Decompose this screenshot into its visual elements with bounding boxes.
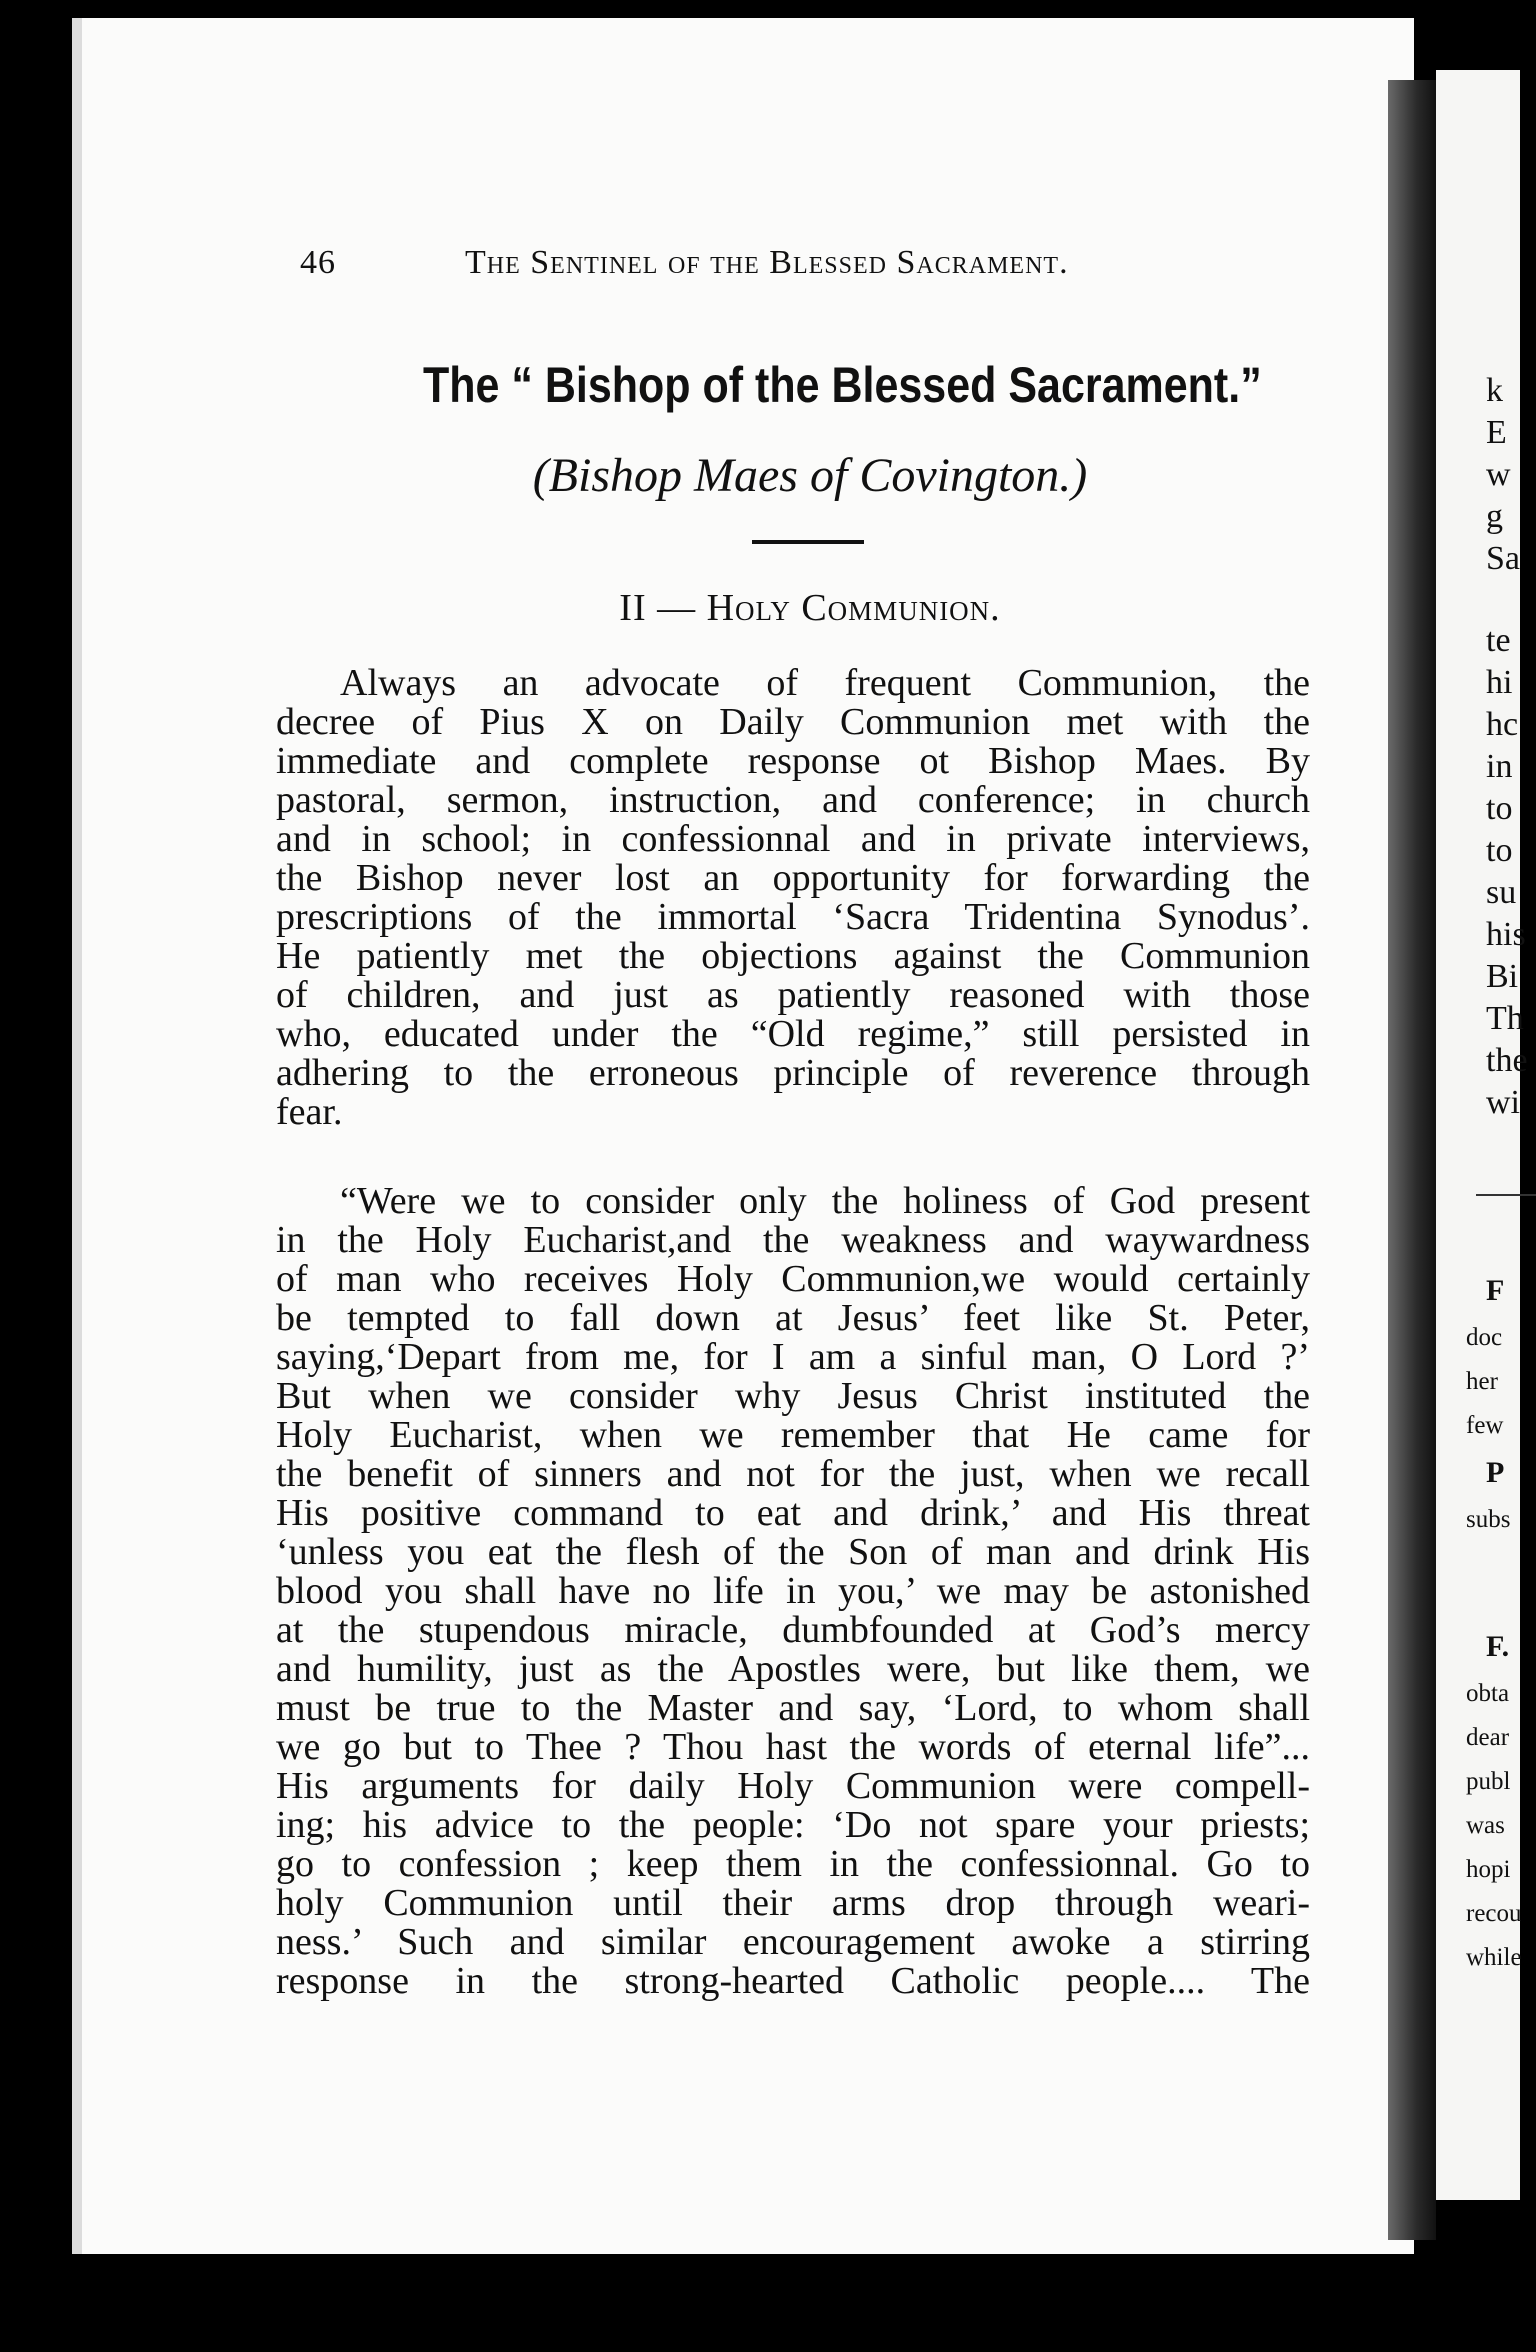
- facing-fragment: few: [1466, 1412, 1504, 1439]
- facing-fragment: to: [1486, 790, 1513, 827]
- facing-fragment: k: [1486, 372, 1503, 409]
- text-line: ‘unless you eat the flesh of the Son of man and drink His: [276, 1531, 1310, 1573]
- facing-fragment: to: [1486, 832, 1513, 869]
- text-line: we go but to Thee ? Thou hast the words of eternal life”...: [276, 1726, 1310, 1768]
- facing-fragment: publ: [1466, 1768, 1511, 1795]
- text-line: of man who receives Holy Communion,we would certainly: [276, 1258, 1310, 1300]
- page-number: 46: [300, 244, 336, 281]
- facing-fragment: hopi: [1466, 1856, 1511, 1883]
- text-line: adhering to the erroneous principle of reverence through: [276, 1052, 1310, 1094]
- text-line: prescriptions of the immortal ‘Sacra Tridentina Synodus’.: [276, 896, 1310, 938]
- facing-fragment: P: [1486, 1456, 1505, 1489]
- text-line: at the stupendous miracle, dumbfounded at God’s mercy: [276, 1609, 1310, 1651]
- book-spine: [1388, 80, 1436, 2240]
- text-line: be tempted to fall down at Jesus’ feet like St. Peter,: [276, 1297, 1310, 1339]
- facing-page-block-2: [1436, 620, 1528, 1124]
- facing-fragment: E: [1486, 414, 1507, 451]
- text-line: ing; his advice to the people: ‘Do not spare your priests;: [276, 1804, 1310, 1846]
- facing-fragment: Sa: [1486, 540, 1520, 577]
- facing-fragment: Bi: [1486, 958, 1519, 995]
- facing-page-block-3: [1436, 1266, 1520, 1542]
- facing-fragment: hi: [1486, 664, 1513, 701]
- article-title: The “ Bishop of the Blessed Sacrament.”: [423, 357, 1262, 413]
- text-line: His arguments for daily Holy Communion were compell-: [276, 1765, 1310, 1807]
- text-line: immediate and complete response ot Bishop Maes. By: [276, 740, 1310, 782]
- text-line: decree of Pius X on Daily Communion met with the: [276, 701, 1310, 743]
- facing-fragment: dear: [1466, 1724, 1510, 1751]
- text-line: He patiently met the objections against the Communion: [276, 935, 1310, 977]
- facing-fragment: su: [1486, 874, 1517, 911]
- text-line: ness.’ Such and similar encouragement awoke a stirring: [276, 1921, 1310, 1963]
- facing-fragment: F: [1486, 1274, 1505, 1307]
- text-line: go to confession ; keep them in the confessionnal. Go to: [276, 1843, 1310, 1885]
- text-line: Always an advocate of frequent Communion, the: [340, 662, 1310, 704]
- facing-fragment: his: [1486, 916, 1526, 953]
- text-line: must be true to the Master and say, ‘Lord, to whom shall: [276, 1687, 1310, 1729]
- text-line: and in school; in confessionnal and in private interviews,: [276, 818, 1310, 860]
- facing-fragment: wi: [1486, 1084, 1520, 1121]
- facing-page: [1436, 70, 1528, 2200]
- facing-fragment: the: [1486, 1042, 1528, 1079]
- text-line: pastoral, sermon, instruction, and conference; in church: [276, 779, 1310, 821]
- text-line: who, educated under the “Old regime,” still persisted in: [276, 1013, 1310, 1055]
- facing-fragment: Th: [1486, 1000, 1524, 1037]
- facing-fragment: subs: [1466, 1506, 1511, 1533]
- text-line: His positive command to eat and drink,’ and His threat: [276, 1492, 1310, 1534]
- paragraph-1: [276, 664, 1310, 1132]
- text-line: Holy Eucharist, when we remember that He came for: [276, 1414, 1310, 1456]
- facing-fragment: doc: [1466, 1324, 1503, 1351]
- title-rule: [752, 540, 864, 544]
- facing-fragment: obta: [1466, 1680, 1510, 1707]
- paragraph-2: [276, 1182, 1310, 2001]
- text-line: “Were we to consider only the holiness of God present: [340, 1180, 1310, 1222]
- text-line: blood you shall have no life in you,’ we may be astonished: [276, 1570, 1310, 1612]
- facing-page-block-1: [1436, 370, 1520, 580]
- text-line: fear.: [276, 1091, 343, 1133]
- text-line: response in the strong-hearted Catholic people.... The: [276, 1960, 1310, 2002]
- facing-fragment: g: [1486, 498, 1503, 535]
- section-heading: II — Holy Communion.: [619, 587, 1001, 629]
- facing-fragment: while: [1466, 1944, 1522, 1971]
- text-line: saying,‘Depart from me, for I am a sinful man, O Lord ?’: [276, 1336, 1310, 1378]
- text-line: of children, and just as patiently reasoned with those: [276, 974, 1310, 1016]
- facing-fragment: hc: [1486, 706, 1519, 743]
- facing-fragment: F.: [1486, 1630, 1510, 1663]
- text-line: holy Communion until their arms drop through weari-: [276, 1882, 1310, 1924]
- facing-rule: [1476, 1194, 1536, 1196]
- article-subtitle: (Bishop Maes of Covington.): [532, 449, 1088, 502]
- facing-fragment: te: [1486, 622, 1511, 659]
- running-head-title: The Sentinel of the Blessed Sacrament.: [465, 244, 1069, 281]
- facing-page-block-4: [1436, 1622, 1520, 1980]
- text-line: the benefit of sinners and not for the just, when we recall: [276, 1453, 1310, 1495]
- text-line: and humility, just as the Apostles were, but like them, we: [276, 1648, 1310, 1690]
- text-line: But when we consider why Jesus Christ instituted the: [276, 1375, 1310, 1417]
- facing-fragment: was: [1466, 1812, 1505, 1839]
- facing-fragment: her: [1466, 1368, 1498, 1395]
- facing-fragment: w: [1486, 456, 1511, 493]
- text-line: the Bishop never lost an opportunity for forwarding the: [276, 857, 1310, 899]
- facing-fragment: in: [1486, 748, 1513, 785]
- facing-fragment: recou: [1466, 1900, 1522, 1927]
- text-line: in the Holy Eucharist,and the weakness and waywardness: [276, 1219, 1310, 1261]
